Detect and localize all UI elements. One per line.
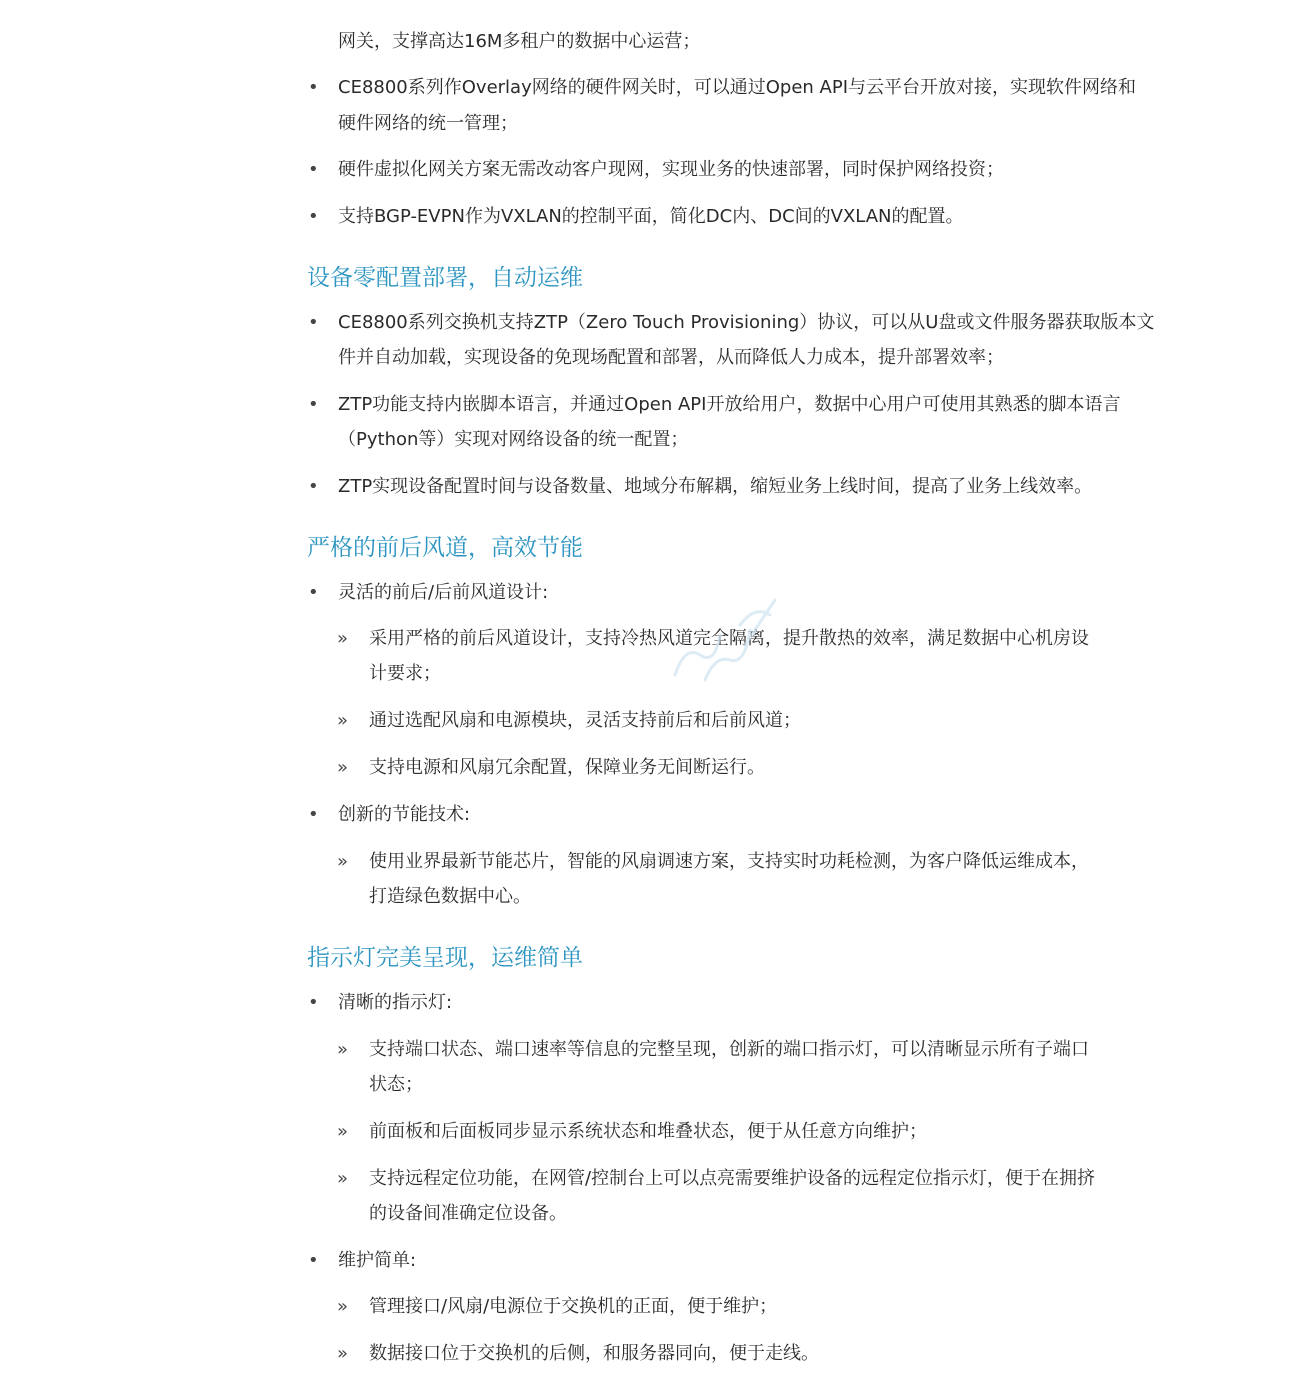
sub-bullet-marker: »: [337, 1121, 349, 1142]
bullet-marker: •: [308, 582, 319, 603]
bullet-marker: •: [308, 992, 319, 1013]
text-line: 采用严格的前后风道设计，支持冷热风道完全隔离，提升散热的效率，满足数据中心机房设: [369, 628, 1089, 649]
text-line: 通过选配风扇和电源模块，灵活支持前后和后前风道；: [369, 710, 801, 731]
section-heading: 指示灯完美呈现，运维简单: [307, 945, 583, 971]
bullet-marker: •: [308, 476, 319, 497]
text-line: 支持BGP-EVPN作为VXLAN的控制平面，简化DC内、DC间的VXLAN的配置。: [338, 206, 964, 227]
text-line: （Python等）实现对网络设备的统一配置；: [338, 429, 689, 450]
text-line: 状态；: [369, 1074, 423, 1095]
text-line: 的设备间准确定位设备。: [369, 1203, 567, 1224]
text-line: 清晰的指示灯:: [338, 992, 453, 1013]
text-line: 硬件虚拟化网关方案无需改动客户现网，实现业务的快速部署，同时保护网络投资；: [338, 159, 1004, 180]
bullet-marker: •: [308, 312, 319, 333]
sub-bullet-marker: »: [337, 1168, 349, 1189]
text-line: 前面板和后面板同步显示系统状态和堆叠状态，便于从任意方向维护；: [369, 1121, 927, 1142]
section-heading: 设备零配置部署，自动运维: [307, 265, 583, 291]
sub-bullet-marker: »: [337, 1343, 349, 1364]
text-line: 维护简单:: [338, 1250, 417, 1271]
bullet-marker: •: [308, 394, 319, 415]
sub-bullet-marker: »: [337, 1039, 349, 1060]
text-line: 件并自动加载，实现设备的免现场配置和部署，从而降低人力成本，提升部署效率；: [338, 347, 1004, 368]
text-line: 管理接口/风扇/电源位于交换机的正面，便于维护；: [369, 1296, 778, 1317]
bullet-marker: •: [308, 77, 319, 98]
text-line: 使用业界最新节能芯片，智能的风扇调速方案，支持实时功耗检测，为客户降低运维成本，: [369, 851, 1089, 872]
section-heading: 严格的前后风道，高效节能: [307, 535, 583, 561]
bullet-marker: •: [308, 804, 319, 825]
sub-bullet-marker: »: [337, 851, 349, 872]
sub-bullet-marker: »: [337, 1296, 349, 1317]
text-line: ZTP功能支持内嵌脚本语言，并通过Open API开放给用户，数据中心用户可使用其熟悉的脚本语言: [338, 394, 1121, 415]
text-line: 硬件网络的统一管理；: [338, 113, 518, 134]
text-line: 数据接口位于交换机的后侧，和服务器同向，便于走线。: [369, 1343, 819, 1364]
sub-bullet-marker: »: [337, 710, 349, 731]
bullet-marker: •: [308, 159, 319, 180]
text-line: 灵活的前后/后前风道设计:: [338, 582, 549, 603]
sub-bullet-marker: »: [337, 628, 349, 649]
text-line: 网关，支撑高达16M多租户的数据中心运营；: [338, 31, 701, 52]
text-line: ZTP实现设备配置时间与设备数量、地域分布解耦，缩短业务上线时间，提高了业务上线效率。: [338, 476, 1093, 497]
bullet-marker: •: [308, 1250, 319, 1271]
text-line: 打造绿色数据中心。: [369, 886, 531, 907]
text-line: 创新的节能技术:: [338, 804, 471, 825]
text-line: 支持端口状态、端口速率等信息的完整呈现，创新的端口指示灯，可以清晰显示所有子端口: [369, 1039, 1089, 1060]
text-line: CE8800系列交换机支持ZTP（Zero Touch Provisioning）协议，可以从U盘或文件服务器获取版本文: [338, 312, 1155, 333]
bullet-marker: •: [308, 206, 319, 227]
text-line: 支持远程定位功能，在网管/控制台上可以点亮需要维护设备的远程定位指示灯，便于在拥挤: [369, 1168, 1096, 1189]
text-line: 支持电源和风扇冗余配置，保障业务无间断运行。: [369, 757, 765, 778]
text-line: 计要求；: [369, 663, 441, 684]
sub-bullet-marker: »: [337, 757, 349, 778]
text-line: CE8800系列作Overlay网络的硬件网关时，可以通过Open API与云平台开放对接，实现软件网络和: [338, 77, 1136, 98]
